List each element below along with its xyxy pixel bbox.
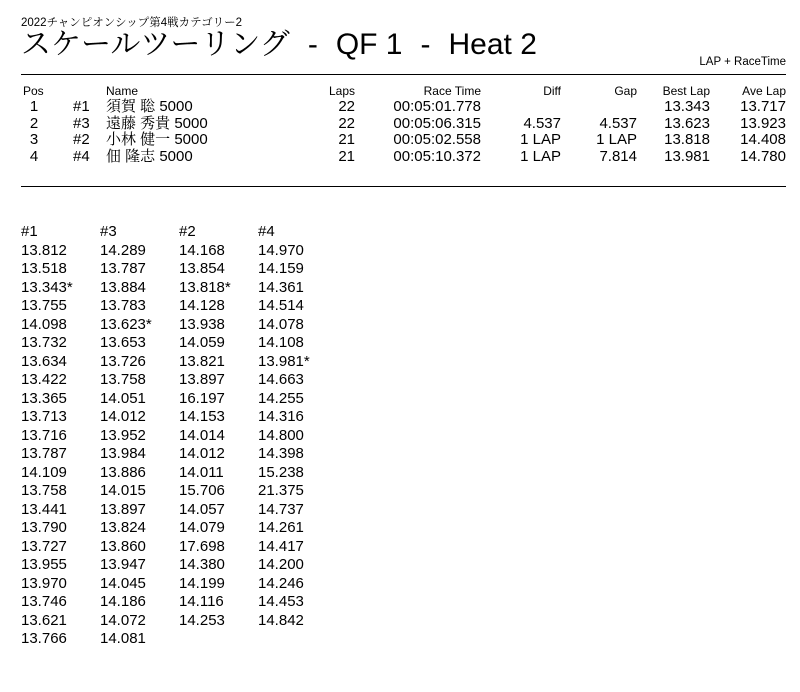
lap-time: 14.168 [179,241,225,259]
page-title [21,28,537,61]
header-best-lap: Best Lap [662,84,710,98]
title-round: QF 1 [335,28,403,61]
result-number: #4 [73,147,90,165]
result-row [21,116,786,133]
result-ave-lap: 13.923 [740,114,786,132]
lap-time: 13.818* [179,278,231,296]
result-laps: 21 [338,131,355,148]
lap-time: 13.897 [179,371,225,388]
result-name: 須賀 聡 5000 [106,98,193,115]
lap-time: 14.970 [258,241,304,259]
result-row [21,99,786,116]
result-pos: 4 [29,147,39,165]
lap-time: 14.261 [258,519,304,536]
lap-time: 14.153 [179,408,225,425]
lap-time: 14.200 [258,556,304,573]
lap-time: 13.854 [179,260,225,277]
lap-column-header: #4 [258,223,275,240]
result-best-lap: 13.623 [664,114,710,132]
lap-time: 14.108 [258,334,304,351]
title-heat: Heat 2 [448,28,537,61]
lap-column [179,223,258,649]
lap-time: 13.783 [100,297,146,314]
lap-time: 16.197 [179,389,225,407]
lap-time: 14.842 [258,611,304,629]
result-row [21,132,786,149]
lap-time: 13.984 [100,445,146,462]
event-subtitle: 2022チャンピオンシップ第4戦カテゴリー2 [21,17,243,29]
result-gap: 4.537 [599,114,637,132]
lap-time: 14.316 [258,408,304,425]
lap-time: 14.012 [100,408,146,425]
lap-time: 14.453 [258,593,304,610]
lap-time: 13.787 [100,260,146,277]
result-name: 遠藤 秀貴 5000 [106,114,208,132]
lap-time: 13.897 [100,500,146,518]
title-separator: - [307,28,318,61]
lap-time: 13.970 [21,574,67,592]
lap-time: 13.634 [21,352,67,370]
lap-time: 13.422 [21,371,67,388]
lap-time: 14.098 [21,315,67,333]
lap-time: 14.014 [179,426,225,444]
lap-time: 14.361 [258,278,304,296]
lap-time: 14.015 [100,482,146,499]
lap-time: 14.051 [100,389,146,407]
lap-column-header: #2 [179,223,196,240]
result-best-lap: 13.818 [664,131,710,148]
lap-time: 13.441 [21,500,67,518]
result-best-lap: 13.343 [664,98,710,115]
lap-time: 14.128 [179,297,225,314]
lap-time: 13.623* [100,315,152,333]
result-number: #2 [73,131,90,148]
result-diff: 1 LAP [520,147,561,165]
lap-time: 14.059 [179,334,225,351]
lap-time: 13.947 [100,556,146,573]
result-name: 佃 隆志 5000 [106,147,193,165]
lap-time: 14.398 [258,445,304,462]
lap-time: 13.343* [21,278,73,296]
result-race-time: 00:05:06.315 [393,114,481,132]
lap-time: 13.981* [258,352,310,370]
lap-time: 14.072 [100,611,146,629]
result-pos: 2 [29,114,39,132]
result-laps: 22 [338,114,355,132]
lap-time: 13.766 [21,630,67,647]
result-best-lap: 13.981 [664,147,710,165]
result-gap: 7.814 [599,147,637,165]
lap-time: 14.380 [179,556,225,573]
result-race-time: 00:05:01.778 [393,98,481,115]
lap-time: 14.116 [179,593,224,610]
lap-time: 14.737 [258,500,304,518]
lap-time: 14.663 [258,371,304,388]
results-table [21,84,786,165]
lap-time: 13.713 [21,408,67,425]
lap-time: 13.732 [21,334,67,351]
result-pos: 1 [29,98,39,115]
lap-time: 13.755 [21,297,67,314]
result-number: #1 [73,98,90,115]
result-name: 小林 健一 5000 [106,131,208,148]
header-pos: Pos [23,84,44,98]
lap-time: 14.514 [258,297,304,314]
lap-time: 14.289 [100,241,146,259]
header-laps: Laps [328,84,355,98]
lap-time: 13.653 [100,334,146,351]
lap-time: 14.011 [179,463,224,481]
result-ave-lap: 14.780 [740,147,786,165]
lap-time: 15.706 [179,482,225,499]
lap-time: 21.375 [258,482,304,499]
lap-time: 14.199 [179,574,225,592]
lap-column-header: #1 [21,223,38,240]
lap-time: 14.012 [179,445,225,462]
lap-time: 13.938 [179,315,225,333]
lap-time: 13.824 [100,519,146,536]
lap-time: 14.057 [179,500,225,518]
header-gap: Gap [614,84,637,98]
result-number: #3 [73,114,90,132]
result-laps: 21 [338,147,355,165]
lap-time: 14.109 [21,463,67,481]
lap-time: 14.186 [100,593,146,610]
lap-time: 13.812 [21,241,67,259]
lap-time: 13.758 [100,371,146,388]
lap-time: 14.417 [258,537,304,555]
result-ave-lap: 14.408 [740,131,786,148]
lap-time: 13.758 [21,482,67,499]
lap-time: 13.886 [100,463,146,481]
results-bottom-rule [21,186,786,187]
lap-time: 14.078 [258,315,304,333]
header-name: Name [106,84,139,98]
header-race-time: Race Time [423,84,481,98]
result-pos: 3 [29,131,39,148]
report-caption: LAP + RaceTime [699,56,786,68]
results-header-row [21,84,786,99]
result-ave-lap: 13.717 [740,98,786,115]
lap-column [258,223,337,649]
lap-time: 13.727 [21,537,67,555]
lap-time: 14.079 [179,519,225,536]
lap-time: 14.081 [100,630,146,647]
result-race-time: 00:05:10.372 [393,147,481,165]
lap-time: 13.790 [21,519,67,536]
results-top-rule [21,74,786,75]
lap-time: 13.884 [100,278,146,296]
lap-time: 13.860 [100,537,146,555]
lap-time: 14.246 [258,574,304,592]
lap-time: 13.821 [179,352,225,370]
lap-time: 13.955 [21,556,67,573]
lap-time: 13.787 [21,445,67,462]
lap-column [21,223,100,649]
result-diff: 1 LAP [520,131,561,148]
lap-column-header: #3 [100,223,117,240]
result-diff: 4.537 [523,114,561,132]
result-row [21,149,786,166]
lap-time: 13.518 [21,260,67,277]
lap-time: 14.800 [258,426,304,444]
lap-times-grid [21,223,337,649]
title-separator: - [420,28,431,61]
result-race-time: 00:05:02.558 [393,131,481,148]
title-class-name: スケールツーリング [21,28,290,61]
lap-time: 15.238 [258,463,304,481]
lap-time: 13.726 [100,352,146,370]
lap-column [100,223,179,649]
header-diff: Diff [543,84,561,98]
lap-time: 14.159 [258,260,304,277]
lap-time: 14.253 [179,611,225,629]
result-gap: 1 LAP [596,131,637,148]
lap-time: 13.716 [21,426,67,444]
lap-time: 17.698 [179,537,225,555]
lap-time: 13.365 [21,389,67,407]
result-laps: 22 [338,98,355,115]
lap-time: 14.255 [258,389,304,407]
lap-time: 13.746 [21,593,67,610]
lap-time: 13.952 [100,426,146,444]
header-ave-lap: Ave Lap [742,84,786,98]
lap-time: 13.621 [21,611,67,629]
lap-time: 14.045 [100,574,146,592]
